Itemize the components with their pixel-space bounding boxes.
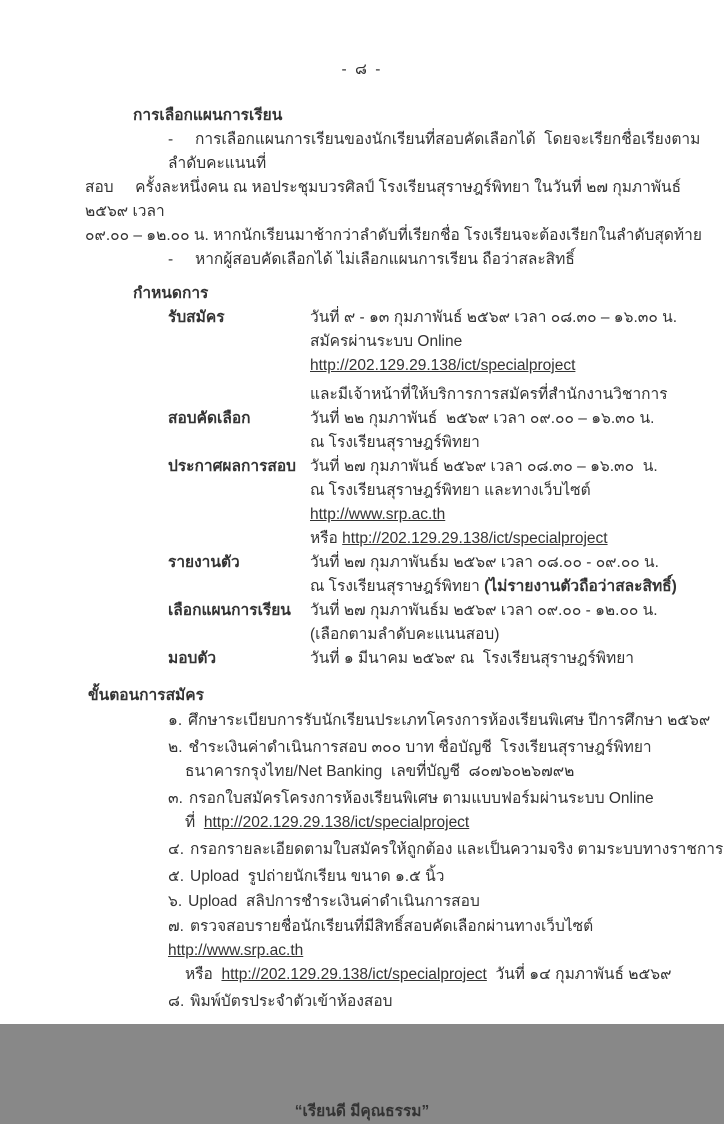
step-number: ๕. [168, 868, 185, 885]
dash-bullet: - [168, 251, 174, 268]
report-date-line: วันที่ ๒๗ กุมภาพันธ์ม ๒๕๖๙ เวลา ๐๘.๐๐ - ๐๙.๐๐ น. [310, 554, 659, 571]
schedule-label: เลือกแผนการเรียน [168, 602, 291, 619]
schedule-row-exam [168, 407, 724, 455]
step-3-line-2 [185, 811, 724, 835]
section-steps [0, 684, 724, 1014]
step-text: ตรวจสอบรายชื่อนักเรียนที่มีสิทธิ์สอบคัดเลือกผ่านทางเว็บไซต์ [189, 918, 598, 935]
step-7-srp-website-link[interactable]: http://www.srp.ac.th [168, 942, 304, 959]
step-7-or-text: หรือ [185, 966, 222, 983]
schedule-row-announce [168, 455, 724, 551]
step-item-3 [168, 787, 724, 835]
step-text: Upload สลิปการชำระเงินค่าดำเนินการสอบ [188, 893, 480, 910]
apply-date-line: วันที่ ๙ - ๑๓ กุมภาพันธ์ ๒๕๖๙ เวลา ๐๘.๓๐ – ๑๖.๓๐ น. [310, 309, 678, 326]
step-item-2 [168, 736, 724, 784]
apply-link-line [310, 354, 724, 378]
step-item-4 [168, 838, 724, 862]
step-7-online-link[interactable]: http://202.129.29.138/ict/specialproject [221, 966, 487, 983]
announce-or-text: หรือ [310, 530, 343, 547]
schedule-value [310, 599, 724, 647]
plan-bullet-2 [168, 248, 724, 272]
schedule-value [310, 647, 724, 671]
schedule-value [310, 551, 724, 599]
step-number: ๓. [168, 790, 183, 807]
step-3-at-text: ที่ [185, 814, 204, 831]
announce-place-line [310, 479, 724, 527]
schedule-label: รับสมัคร [168, 309, 225, 326]
announce-online-link[interactable]: http://202.129.29.138/ict/specialproject [342, 530, 608, 547]
schedule-label: รายงานตัว [168, 554, 240, 571]
schedule-label: สอบคัดเลือก [168, 410, 251, 427]
schedule-label: ประกาศผลการสอบ [168, 458, 297, 475]
enroll-date-line: วันที่ ๑ มีนาคม ๒๕๖๙ ณ โรงเรียนสุราษฎร์พิทยา [310, 650, 634, 667]
schedule-row-apply [168, 306, 724, 407]
footer-motto: “เรียนดี มีคุณธรรม” [294, 1103, 430, 1120]
step-number: ๗. [168, 918, 184, 935]
step-3-online-link[interactable]: http://202.129.29.138/ict/specialproject [203, 814, 470, 831]
schedule-row-enroll [168, 647, 724, 671]
schedule-row-report [168, 551, 724, 599]
section-schedule [0, 282, 724, 671]
schedule-value [310, 407, 724, 455]
step-text: ศึกษาระเบียบการรับนักเรียนประเภทโครงการห้องเรียนพิเศษ ปีการศึกษา ๒๕๖๙ [188, 712, 711, 729]
section-plan-selection [0, 104, 724, 272]
plan-bullet-2-text: หากผู้สอบคัดเลือกได้ ไม่เลือกแผนการเรียน ถือว่าสละสิทธิ์ [195, 251, 575, 268]
exam-date-line: วันที่ ๒๒ กุมภาพันธ์ ๒๕๖๙ เวลา ๐๙.๐๐ – ๑๖.๓๐ น. [310, 410, 655, 427]
step-item-5 [168, 865, 724, 889]
srp-website-link[interactable]: http://www.srp.ac.th [310, 506, 446, 523]
report-place-text: ณ โรงเรียนสุราษฎร์พิทยา [310, 578, 485, 595]
announce-alt-line [310, 527, 724, 551]
announce-date-line: วันที่ ๒๗ กุมภาพันธ์ ๒๕๖๙ เวลา ๐๘.๓๐ – ๑๖.๓๐ น. [310, 458, 658, 475]
step-text: Upload รูปถ่ายนักเรียน ขนาด ๑.๕ นิ้ว [190, 868, 445, 885]
apply-note-line: และมีเจ้าหน้าที่ให้บริการการสมัครที่สำนักงานวิชาการ [310, 386, 668, 403]
section-heading-plan: การเลือกแผนการเรียน [133, 107, 283, 124]
plan-bullet-1 [168, 128, 724, 176]
schedule-row-choose-plan [168, 599, 724, 647]
step-item-8 [168, 990, 724, 1014]
step-text: พิมพ์บัตรประจำตัวเข้าห้องสอบ [190, 993, 393, 1010]
apply-channel-line: สมัครผ่านระบบ Online [310, 333, 463, 350]
step-item-7 [168, 915, 724, 987]
step-text: กรอกรายละเอียดตามใบสมัครให้ถูกต้อง และเป็นความจริง ตามระบบทางราชการ [190, 841, 724, 858]
step-number: ๖. [168, 893, 183, 910]
plan-bullet-1-line-1: การเลือกแผนการเรียนของนักเรียนที่สอบคัดเลือกได้ โดยจะเรียกชื่อเรียงตามลำดับคะแนนที่ [168, 131, 701, 172]
step-text: กรอกใบสมัครโครงการห้องเรียนพิเศษ ตามแบบฟอร์มผ่านระบบ Online [188, 790, 654, 807]
dash-bullet: - [168, 131, 174, 148]
schedule-value [310, 306, 724, 407]
report-forfeit-warning: (ไม่รายงานตัวถือว่าสละสิทธิ์) [484, 578, 677, 595]
step-3-line-1 [168, 787, 724, 811]
choose-note-line: (เลือกตามลำดับคะแนนสอบ) [310, 626, 500, 643]
page-number: - ๘ - [341, 61, 383, 78]
step-number: ๒. [168, 739, 183, 756]
plan-bullet-1-line-3: ๐๙.๐๐ – ๑๒.๐๐ น. หากนักเรียนมาช้ากว่าลำดับที่เรียกชื่อ โรงเรียนจะต้องเรียกในลำดับสุดท้าย [85, 227, 702, 244]
exam-place-line: ณ โรงเรียนสุราษฎร์พิทยา [310, 434, 480, 451]
step-number: ๘. [168, 993, 185, 1010]
step-item-1 [168, 709, 724, 733]
plan-bullet-1-line-2: สอบ ครั้งละหนึ่งคน ณ หอประชุมบวรศิลป์ โรงเรียนสุราษฎร์พิทยา ในวันที่ ๒๗ กุมภาพันธ์ ๒๕๖๙ เวลา [85, 179, 686, 220]
section-heading-steps: ขั้นตอนการสมัคร [88, 687, 204, 704]
report-place-line [310, 575, 724, 599]
step-text: ชำระเงินค่าดำเนินการสอบ ๓๐๐ บาท ชื่อบัญชี โรงเรียนสุราษฎร์พิทยา [188, 739, 652, 756]
step-7-line-2 [185, 963, 724, 987]
announce-place-text: ณ โรงเรียนสุราษฎร์พิทยา และทางเว็บไซต์ [310, 482, 596, 499]
step-number: ๑. [168, 712, 183, 729]
step-2-line-2-bank-account: ธนาคารกรุงไทย/Net Banking เลขที่บัญชี ๘๐๗๖๐๒๖๗๙๒ [185, 763, 575, 780]
schedule-label: มอบตัว [168, 650, 217, 667]
step-7-date-text: วันที่ ๑๔ กุมภาพันธ์ ๒๕๖๙ [486, 966, 672, 983]
step-item-6 [168, 890, 724, 914]
schedule-value [310, 455, 724, 551]
step-number: ๔. [168, 841, 185, 858]
section-heading-schedule: กำหนดการ [133, 285, 209, 302]
step-7-line-1 [168, 915, 724, 963]
choose-date-line: วันที่ ๒๗ กุมภาพันธ์ม ๒๕๖๙ เวลา ๐๙.๐๐ - ๑๒.๐๐ น. [310, 602, 658, 619]
apply-online-link[interactable]: http://202.129.29.138/ict/specialproject [310, 357, 576, 374]
step-2-line-1 [168, 736, 724, 760]
